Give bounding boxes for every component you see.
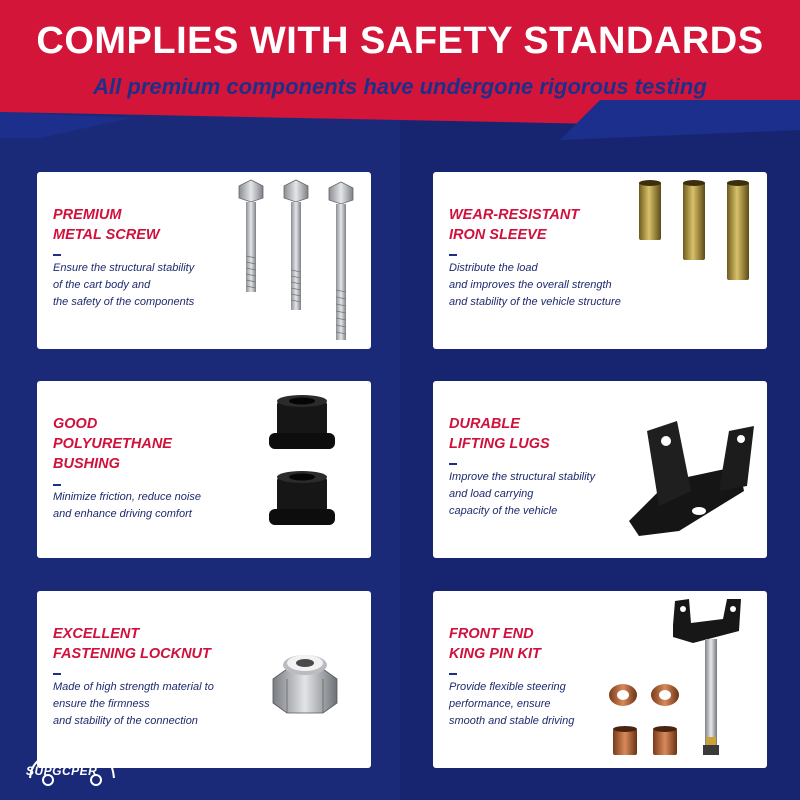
card-description: Minimize friction, reduce noise and enhance driving comfort [53, 491, 201, 520]
card-metal-screw [37, 172, 371, 349]
card-title: GOOD POLYURETHANE BUSHING [53, 416, 172, 472]
card-dash [449, 673, 457, 675]
card-dash [449, 254, 457, 256]
card-title: FRONT END KING PIN KIT [449, 626, 541, 662]
bolt-icon [233, 178, 363, 348]
page-subtitle: All premium components have undergone rigorous testing [93, 74, 707, 99]
card-dash [449, 463, 457, 465]
card-description: Ensure the structural stability of the cart body and the safety of the components [53, 262, 195, 308]
card-description: Improve the structural stability and load carrying capacity of the vehicle [449, 471, 596, 517]
brand-logo-text: SUPGCPER [26, 764, 98, 778]
page-title: COMPLIES WITH SAFETY STANDARDS [36, 20, 764, 62]
locknut-icon [265, 643, 345, 723]
king-pin-icon [603, 595, 763, 767]
card-polyurethane-bushing [37, 381, 371, 558]
card-title: DURABLE LIFTING LUGS [449, 416, 550, 452]
brand-logo [22, 748, 122, 788]
card-lifting-lugs [433, 381, 767, 558]
card-title: WEAR-RESISTANT IRON SLEEVE [449, 207, 580, 243]
card-title: PREMIUM METAL SCREW [53, 207, 160, 243]
card-title: EXCELLENT FASTENING LOCKNUT [53, 626, 211, 662]
card-dash [53, 484, 61, 486]
card-fastening-locknut [37, 591, 371, 768]
card-iron-sleeve [433, 172, 767, 349]
bracket-icon [619, 411, 759, 541]
card-description: Made of high strength material to ensure the firmness and stability of the connection [53, 681, 214, 727]
card-dash [53, 254, 61, 256]
card-king-pin-kit [433, 591, 767, 768]
sleeve-icon [629, 178, 759, 288]
card-dash [53, 673, 61, 675]
card-description: Provide flexible steering performance, ensure smooth and stable driving [449, 681, 575, 727]
bushing-icon [263, 393, 343, 543]
card-description: Distribute the load and improves the overall strength and stability of the vehicle structure [449, 262, 621, 308]
